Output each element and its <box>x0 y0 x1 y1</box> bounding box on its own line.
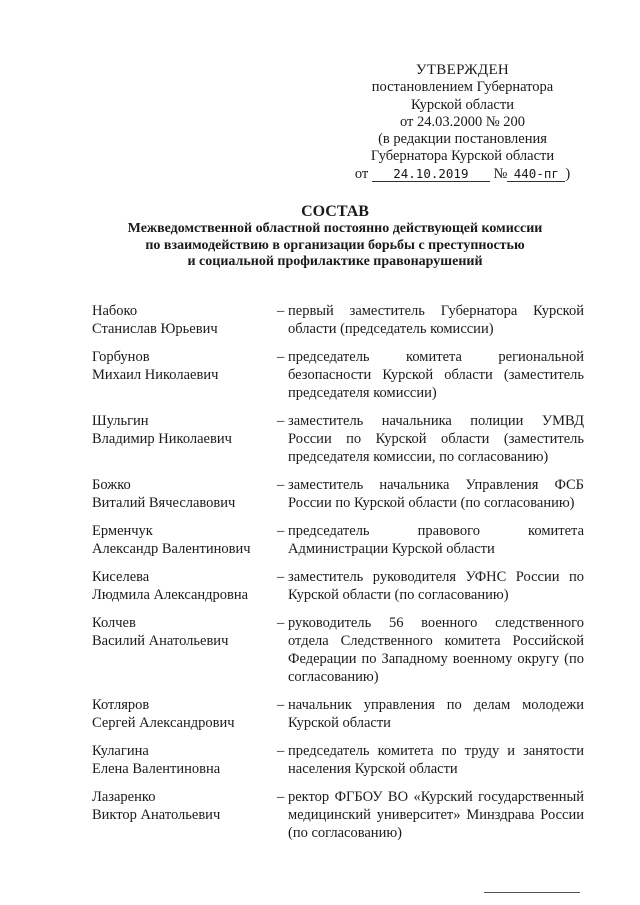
member-position: председатель комитета региональной безопасности Курской области (заместитель председателя комиссии) <box>288 349 584 401</box>
member-name <box>92 788 277 842</box>
approval-block <box>340 62 585 183</box>
dash: – <box>277 743 285 759</box>
approval-line: постановлением Губернатора <box>371 79 554 96</box>
member-name <box>92 522 277 558</box>
member-name <box>92 302 277 338</box>
document-subtitle: и социальной профилактике правонарушений <box>187 254 483 269</box>
member-surname: Горбунов <box>92 349 150 365</box>
dash: – <box>277 413 285 429</box>
approval-line: от 24.03.2000 № 200 <box>399 113 526 130</box>
number-label: № <box>493 165 508 182</box>
member-name <box>92 696 277 732</box>
member-row <box>92 696 584 732</box>
member-position: первый заместитель Губернатора Курской области (председатель комиссии) <box>288 303 584 337</box>
member-position: ректор ФГБОУ ВО «Курский государственный медицинский университет» Минздрава России (по согласованию) <box>288 789 584 841</box>
member-row <box>92 412 584 466</box>
member-given-names: Сергей Александрович <box>92 715 235 731</box>
member-name <box>92 742 277 778</box>
member-surname: Котляров <box>92 697 150 713</box>
member-surname: Киселева <box>92 569 150 585</box>
member-given-names: Василий Анатольевич <box>92 633 229 649</box>
document-heading <box>80 202 590 271</box>
member-position: председатель комитета по труду и занятости населения Курской области <box>288 743 584 777</box>
approval-line: (в редакции постановления <box>378 131 547 148</box>
member-surname: Кулагина <box>92 743 149 759</box>
approval-line: Курской области <box>411 96 514 113</box>
member-name <box>92 614 277 686</box>
member-position: заместитель начальника Управления ФСБ России по Курской области (по согласованию) <box>288 477 584 511</box>
dash: – <box>277 569 285 585</box>
dash: – <box>277 303 285 319</box>
dash: – <box>277 789 285 805</box>
member-surname: Колчев <box>92 615 136 631</box>
member-surname: Ерменчук <box>92 523 153 539</box>
dash: – <box>277 697 285 713</box>
dash: – <box>277 477 285 493</box>
member-name <box>92 348 277 402</box>
member-surname: Божко <box>92 477 131 493</box>
approval-title: УТВЕРЖДЕН <box>415 62 510 78</box>
member-surname: Шульгин <box>92 413 149 429</box>
member-row <box>92 348 584 402</box>
member-position: руководитель 56 военного следственного отдела Следственного комитета Российской Федерации по Западному военному округу (по согласованию) <box>288 615 584 685</box>
member-given-names: Людмила Александровна <box>92 587 249 603</box>
member-row <box>92 568 584 604</box>
approval-line: Губернатора Курской области <box>370 148 555 165</box>
member-row <box>92 742 584 778</box>
members-list <box>92 302 584 852</box>
member-row <box>92 614 584 686</box>
member-surname: Лазаренко <box>92 789 156 805</box>
member-name <box>92 568 277 604</box>
footer-divider <box>484 892 580 893</box>
document-subtitle: Межведомственной областной постоянно действующей комиссии <box>127 221 543 236</box>
member-position: начальник управления по делам молодежи Курской области <box>288 697 584 731</box>
member-surname: Набоко <box>92 303 138 319</box>
amendment-date: 24.10.2019 <box>372 167 490 182</box>
member-position: заместитель начальника полиции УМВД России по Курской области (заместитель председателя комиссии, по согласованию) <box>288 413 584 465</box>
close-paren: ) <box>565 165 571 182</box>
document-subtitle: по взаимодействию в организации борьбы с преступностью <box>145 237 525 253</box>
member-given-names: Владимир Николаевич <box>92 431 232 447</box>
amendment-reference <box>340 166 585 183</box>
member-name <box>92 476 277 512</box>
member-row <box>92 522 584 558</box>
member-given-names: Виталий Вячеславович <box>92 495 236 511</box>
member-position: заместитель руководителя УФНС России по Курской области (по согласованию) <box>288 569 584 603</box>
member-row <box>92 788 584 842</box>
member-position: председатель правового комитета Администрации Курской области <box>288 523 584 557</box>
member-name <box>92 412 277 466</box>
member-row <box>92 476 584 512</box>
document-title: СОСТАВ <box>301 203 369 220</box>
member-given-names: Виктор Анатольевич <box>92 807 221 823</box>
from-label: от <box>354 165 369 182</box>
member-given-names: Елена Валентиновна <box>92 761 221 777</box>
dash: – <box>277 523 285 539</box>
member-given-names: Александр Валентинович <box>92 541 251 557</box>
member-row <box>92 302 584 338</box>
member-given-names: Станислав Юрьевич <box>92 321 218 337</box>
dash: – <box>277 349 285 365</box>
dash: – <box>277 615 285 631</box>
member-given-names: Михаил Николаевич <box>92 367 219 383</box>
amendment-number: 440-пг <box>507 167 565 182</box>
